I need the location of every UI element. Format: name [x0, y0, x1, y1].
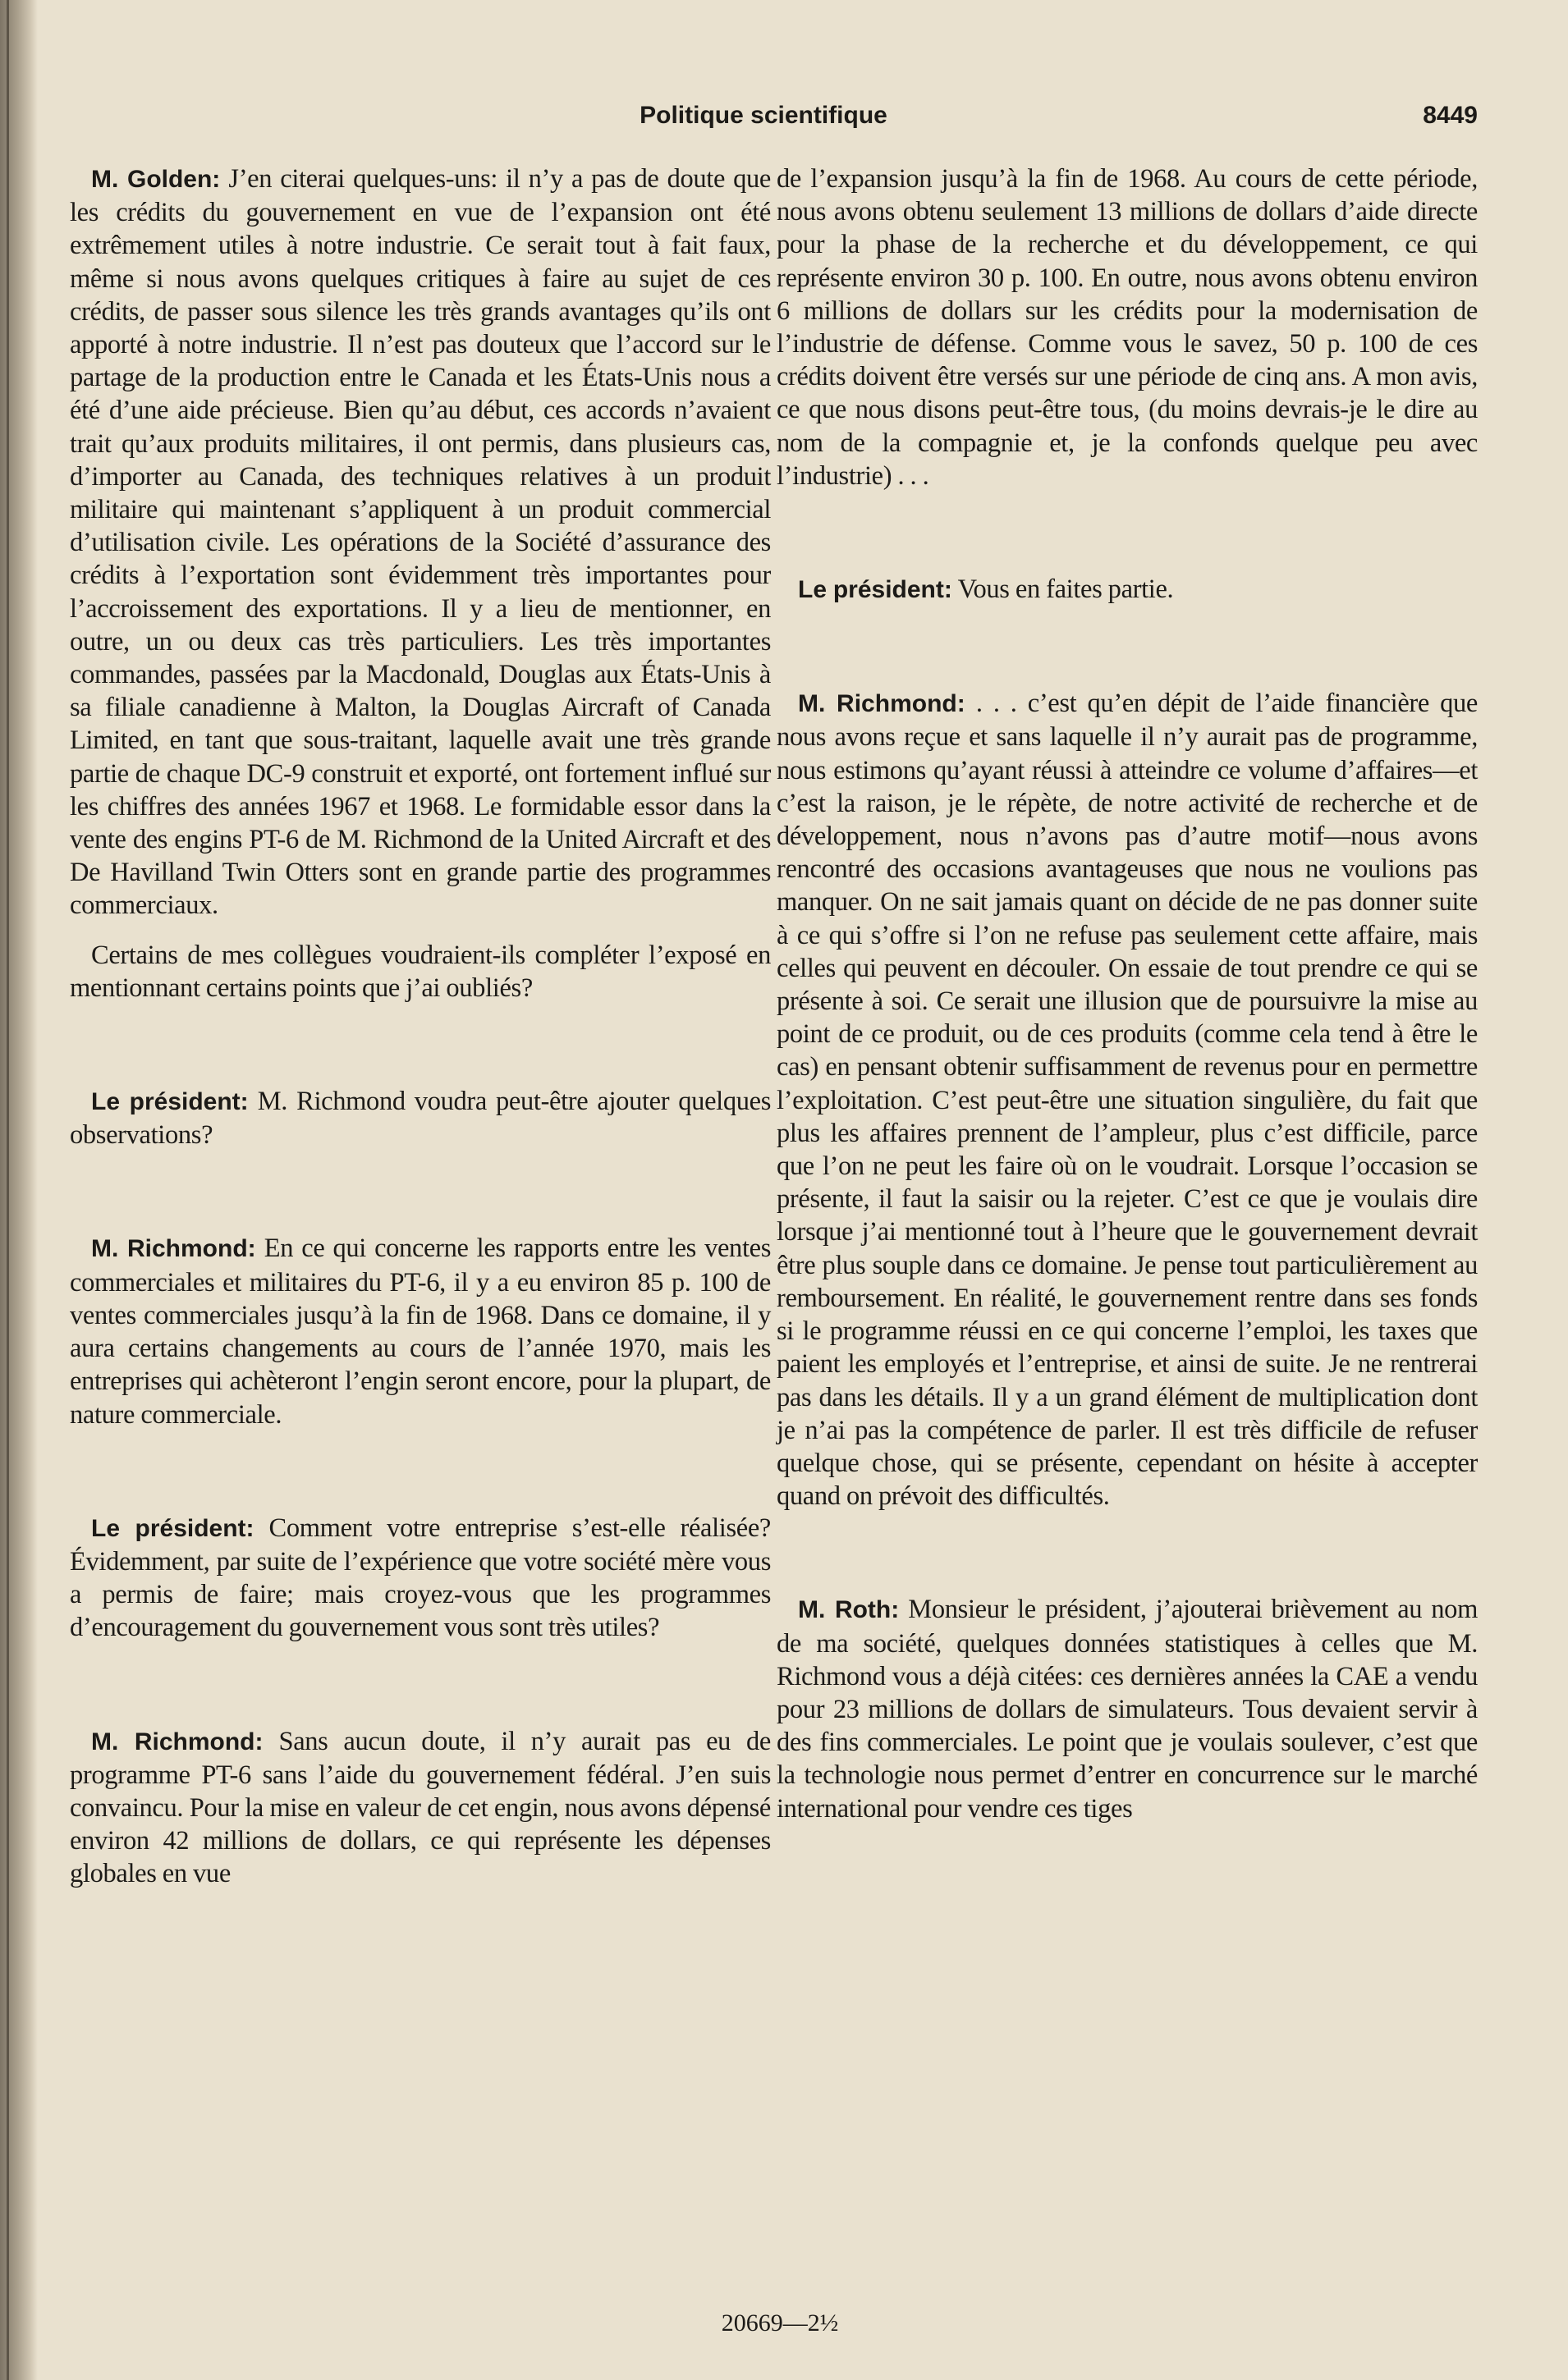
speaker-name: Le président: — [91, 1088, 249, 1116]
speech-paragraph — [70, 939, 771, 1005]
speech-text: M. Richmond voudra peut-être ajouter quelques observations? — [70, 1087, 771, 1151]
speech-text: Vous en faites partie. — [951, 574, 1174, 605]
speech-paragraph — [70, 1232, 771, 1430]
speaker-name: M. Golden: — [91, 166, 221, 193]
running-header-title: Politique scientifique — [640, 102, 887, 129]
binding-edge-line — [7, 0, 9, 2380]
footer-printing-code: 20669—2½ — [721, 2309, 839, 2337]
speech-paragraph — [777, 687, 1478, 1513]
speaker-name: Le président: — [91, 1514, 254, 1542]
speech-paragraph — [70, 1085, 771, 1151]
speech-text: Certains de mes collègues voudraient-ils compléter l’exposé en mentionnant certains points que j’ai oubliés? — [70, 940, 771, 1003]
left-column — [70, 162, 771, 1891]
speech-paragraph — [777, 573, 1478, 606]
speech-paragraph — [70, 162, 771, 922]
speaker-name: M. Richmond: — [91, 1728, 264, 1755]
page-binding-gutter — [0, 0, 38, 2380]
speaker-name: M. Roth: — [798, 1596, 900, 1624]
speech-text: . . . c’est qu’en dépit de l’aide financière que nous avons reçue et sans laquelle il n’y aurait pas de programme, nous estimons qu’ayant réussi à atteindre ce volume d’affaires—et c’est la raison, je le répète, de notre activité de recherche et de développement, nous n’avons pas d’autre motif—nous avons rencontré des occasions avantageuses que nous ne voulions pas manquer. On ne sait jamais quant on décide de ne pas donner suite à ce qui s’offre si l’on ne refuse pas seulement cette affaire, mais celles qui peuvent en découler. On essaie de tout prendre ce qui se présente à soi. Ce serait une illusion que de poursuivre la mise au point de ce produit, ou de ces produits (comme cela tend à être le cas) en pensant obtenir suffisamment de revenus pour en permettre l’exploitation. C’est peut-être une situation singulière, du fait que plus les affaires prennent de l’ampleur, plus c’est difficile, parce que l’on ne peut les faire où on le voudrait. Lorsque l’occasion se présente, il faut la saisir ou la rejeter. C’est ce que je voulais dire lorsque j’ai mentionné tout à l’heure que le gouvernement devrait être plus souple dans ce domaine. Je pense tout particulièrement au remboursement. En réalité, le gouvernement rentre dans ses fonds si le programme réussi en ce qui concerne l’emploi, les taxes que paient les employés et l’entreprise, et ainsi de suite. Je ne rentrerai pas dans les détails. Il y a un grand élément de multiplication dont je n’ai pas la compétence de parler. Il est très difficile de refuser quelque chose, qui se présente, cependant on hésite à accepter quand on prévoit des difficultés. — [777, 689, 1479, 1512]
speech-text: Monsieur le président, j’ajouterai brièvement au nom de ma société, quelques données statistiques à celles que M. Richmond vous a déjà citées: ces dernières années la CAE a vendu pour 23 millions de dollars de simulateurs. Tous devaient servir à des fins commerciales. Le point que je voulais soulever, c’est que la technologie nous permet d’entrer en concurrence sur le marché international pour vendre ces tiges — [777, 1595, 1478, 1824]
speech-text: En ce qui concerne les rapports entre les ventes commerciales et militaires du PT-6, il y a eu environ 85 p. 100 de ventes commerciales jusqu’à la fin de 1968. Dans ce domaine, il y aura certains changements au cours de l’année 1970, mais les entreprises qui achèteront l’engin seront encore, pour la plupart, de nature commerciale. — [70, 1233, 771, 1430]
page-number: 8449 — [1423, 102, 1478, 129]
speech-paragraph — [70, 1512, 771, 1645]
speaker-name: M. Richmond: — [798, 690, 965, 718]
speech-text: Sans aucun doute, il n’y aurait pas eu de programme PT-6 sans l’aide du gouvernement fédéral. J’en suis convaincu. Pour la mise en valeur de cet engin, nous avons dépensé environ 42 millions de dollars, ce qui représente les dépenses globales en vue — [70, 1726, 771, 1889]
speaker-name: M. Richmond: — [91, 1235, 256, 1263]
speech-paragraph — [777, 162, 1478, 492]
speech-paragraph — [777, 1593, 1478, 1824]
speech-text: de l’expansion jusqu’à la fin de 1968. Au cours de cette période, nous avons obtenu seulement 13 millions de dollars d’aide directe pour la phase de la recherche et du développement, ce qui représente environ 30 p. 100. En outre, nous avons obtenu environ 6 millions de dollars sur les crédits pour la modernisation de l’industrie de défense. Comme vous le savez, 50 p. 100 de ces crédits doivent être versés sur une période de cinq ans. A mon avis, ce que nous disons peut-être tous, (du moins devrais-je le dire au nom de la compagnie et, je la confonds quelque peu avec l’industrie) . . . — [777, 164, 1478, 491]
speech-paragraph — [70, 1725, 771, 1891]
speech-text: J’en citerai quelques-uns: il n’y a pas de doute que les crédits du gouvernement en vue de l’expansion ont été extrêmement utiles à notre industrie. Ce serait tout à fait faux, même si nous avons quelques critiques à faire au sujet de ces crédits, de passer sous silence les très grands avantages qu’ils ont apporté à notre industrie. Il n’est pas douteux que l’accord sur le partage de la production entre le Canada et les États-Unis nous a été d’une aide précieuse. Bien qu’au début, ces accords n’avaient trait qu’aux produits militaires, il ont permis, dans plusieurs cas, d’importer au Canada, des techniques relatives à un produit militaire qui maintenant s’appliquent à un produit commercial d’utilisation civile. Les opérations de la Société d’assurance des crédits à l’exportation sont évidemment très importantes pour l’accroissement des exportations. Il y a lieu de mentionner, en outre, un ou deux cas très particuliers. Les très importantes commandes, passées par la Macdonald, Douglas aux États-Unis à sa filiale canadienne à Malton, la Douglas Aircraft of Canada Limited, en tant que sous-traitant, laquelle avait une très grande partie de chaque DC-9 construit et exporté, ont fortement influé sur les chiffres des années 1967 et 1968. Le formidable essor dans la vente des engins PT-6 de M. Richmond de la United Aircraft et des De Havilland Twin Otters sont en grande partie des programmes commerciaux. — [70, 164, 772, 921]
speaker-name: Le président: — [798, 576, 952, 604]
right-column — [777, 162, 1478, 1825]
speech-text: Comment votre entreprise s’est-elle réalisée? Évidemment, par suite de l’expérience que votre société mère vous a permis de faire; mais croyez-vous que les programmes d’encouragement du gouvernement vous sont très utiles? — [70, 1513, 771, 1643]
